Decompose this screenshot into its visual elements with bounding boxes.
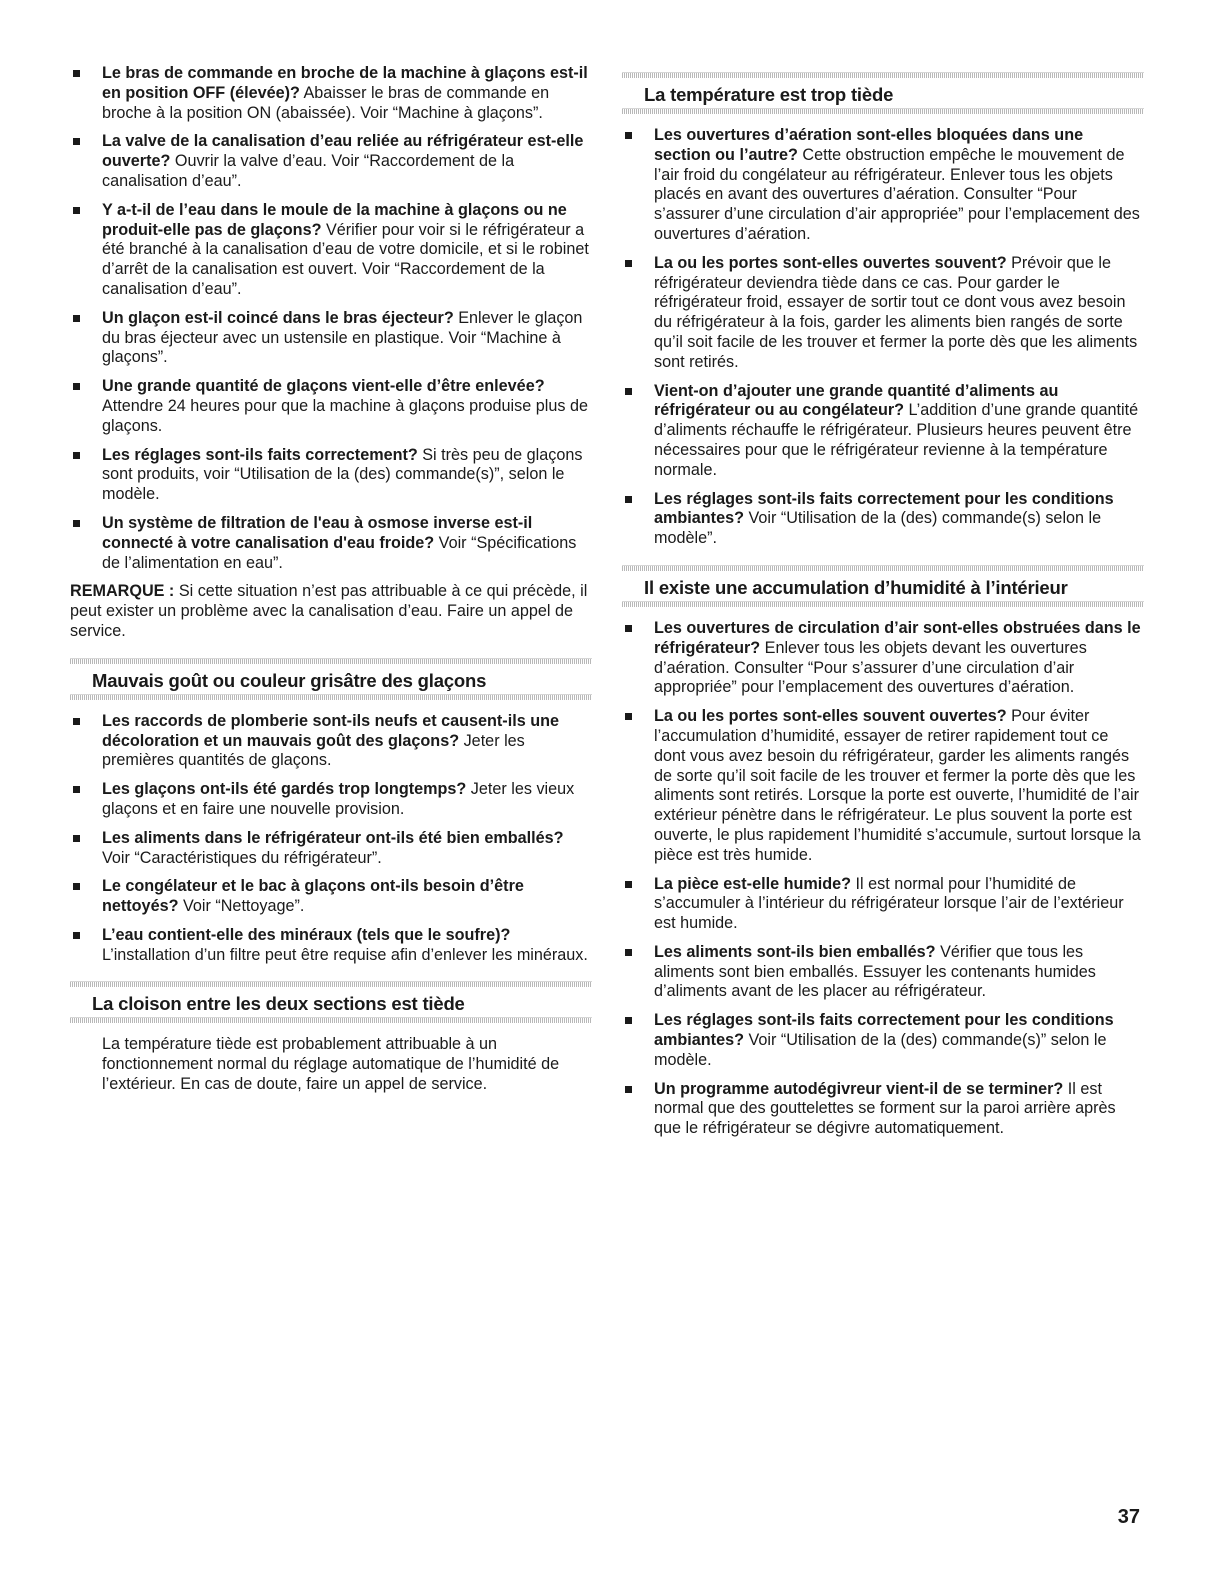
list-item: Y a-t-il de l’eau dans le moule de la machine à glaçons ou ne produit-elle pas de glaçons? Vérifier pour voir si le réfrigérateur a été branché à la canalisation d’eau de votre domicile, et si le robinet d’arrêt de la canalisation est ouvert. Voir “Raccordement de la canalisation d’eau”. (70, 201, 592, 300)
square-bullet-icon (625, 1086, 632, 1093)
square-bullet-icon (625, 949, 632, 956)
list-item: Les ouvertures d’aération sont-elles bloquées dans une section ou l’autre? Cette obstruction empêche le mouvement de l’air froid du congélateur au réfrigérateur. Enlever tous les objets placés en avant des ouvertures d’aération. Consulter “Pour s’assurer d’une circulation d’air appropriée” pour l’emplacement des ouvertures d’aération. (622, 126, 1144, 245)
list-item: La valve de la canalisation d’eau reliée au réfrigérateur est-elle ouverte? Ouvrir la valve d’eau. Voir “Raccordement de la canalisation d’eau”. (70, 132, 592, 191)
square-bullet-icon (73, 883, 80, 890)
section-title: Il existe une accumulation d’humidité à l’intérieur (644, 576, 1068, 598)
section-header (70, 658, 592, 700)
section-bad-taste (70, 658, 592, 966)
section-rule (622, 601, 1144, 607)
list-item: Les aliments sont-ils bien emballés? Vérifier que tous les aliments sont bien emballés. Essuyer les contenants humides d’aliments avant de les placer au réfrigérateur. (622, 943, 1144, 1002)
list-item: Un programme autodégivreur vient-il de se terminer? Il est normal que des gouttelettes se forment sur la paroi arrière après que le réfrigérateur se dégivre automatiquement. (622, 1080, 1144, 1139)
square-bullet-icon (73, 932, 80, 939)
list-item: L’eau contient-elle des minéraux (tels que le soufre)? L’installation d’un filtre peut être requise afin d’enlever les minéraux. (70, 926, 592, 966)
section-header (70, 981, 592, 1023)
section-partition-warm (70, 981, 592, 1094)
square-bullet-icon (73, 520, 80, 527)
section-rule (622, 108, 1144, 114)
list-item: Le bras de commande en broche de la machine à glaçons est-il en position OFF (élevée)? Abaisser le bras de commande en broche à la position ON (abaissée). Voir “Machine à glaçons”. (70, 64, 592, 123)
square-bullet-icon (73, 207, 80, 214)
section-rule (70, 1017, 592, 1023)
square-bullet-icon (73, 786, 80, 793)
list-item: La ou les portes sont-elles souvent ouvertes? Pour éviter l’accumulation d’humidité, essayer de retirer rapidement tout ce dont vous avez besoin du réfrigérateur, garder les aliments rangés de sorte qu’il soit facile de les trouver et fermer la porte dès que les aliments sont retirés. Lorsque la porte est ouverte, l’humidité de l’air extérieur pénètre dans le réfrigérateur. Le plus souvent la porte est ouverte, le plus rapidement l’humidité s’accumule, surtout lorsque la pièce est très humide. (622, 707, 1144, 865)
square-bullet-icon (625, 260, 632, 267)
list-item: Vient-on d’ajouter une grande quantité d’aliments au réfrigérateur ou au congélateur? L’addition d’une grande quantité d’aliments réchauffe le réfrigérateur. Plusieurs heures peuvent être nécessaires pour que le réfrigérateur revienne à la température normale. (622, 382, 1144, 481)
section-paragraph: La température tiède est probablement attribuable à un fonctionnement normal du réglage automatique de l’humidité de l’extérieur. En cas de doute, faire un appel de service. (102, 1035, 560, 1094)
humidity-checklist (622, 619, 1144, 1139)
square-bullet-icon (73, 315, 80, 322)
section-too-warm (622, 72, 1144, 549)
left-column (70, 64, 592, 1095)
section-title: La cloison entre les deux sections est tiède (92, 993, 465, 1015)
square-bullet-icon (625, 1017, 632, 1024)
list-item: Le congélateur et le bac à glaçons ont-ils besoin d’être nettoyés? Voir “Nettoyage”. (70, 877, 592, 917)
square-bullet-icon (73, 383, 80, 390)
list-item: Un glaçon est-il coincé dans le bras éjecteur? Enlever le glaçon du bras éjecteur avec un ustensile en plastique. Voir “Machine à glaçons”. (70, 309, 592, 368)
list-item: La ou les portes sont-elles ouvertes souvent? Prévoir que le réfrigérateur deviendra tiède dans ce cas. Pour garder le réfrigérateur froid, essayer de sortir tout ce dont vous avez besoin du réfrigérateur à la fois, garder les aliments bien rangés de sorte qu’il soit facile de les trouver et fermer la porte dès que les aliments sont retirés. (622, 254, 1144, 373)
square-bullet-icon (625, 496, 632, 503)
square-bullet-icon (625, 625, 632, 632)
section-rule (70, 694, 592, 700)
list-item: Un système de filtration de l'eau à osmose inverse est-il connecté à votre canalisation d'eau froide? Voir “Spécifications de l’alimentation en eau”. (70, 514, 592, 573)
list-item: Les ouvertures de circulation d’air sont-elles obstruées dans le réfrigérateur? Enlever tous les objets devant les ouvertures d’aération. Consulter “Pour s’assurer d’une circulation d’air appropriée” pour l’emplacement des ouvertures d’aération. (622, 619, 1144, 698)
list-item: Les glaçons ont-ils été gardés trop longtemps? Jeter les vieux glaçons et en faire une nouvelle provision. (70, 780, 592, 820)
square-bullet-icon (73, 835, 80, 842)
list-item: Les aliments dans le réfrigérateur ont-ils été bien emballés? Voir “Caractéristiques du réfrigérateur”. (70, 829, 592, 869)
list-item: Les raccords de plomberie sont-ils neufs et causent-ils une décoloration et un mauvais goût des glaçons? Jeter les premières quantités de glaçons. (70, 712, 592, 771)
section-humidity (622, 565, 1144, 1139)
list-item: Les réglages sont-ils faits correctement pour les conditions ambiantes? Voir “Utilisation de la (des) commande(s)” selon le modèle. (622, 1011, 1144, 1070)
remark-note: REMARQUE : Si cette situation n’est pas attribuable à ce qui précède, il peut exister un problème avec la canalisation d’eau. Faire un appel de service. (70, 582, 588, 640)
square-bullet-icon (73, 718, 80, 725)
too-warm-checklist (622, 126, 1144, 549)
ice-maker-checklist (70, 64, 592, 573)
section-title: La température est trop tiède (644, 84, 894, 105)
bad-taste-checklist (70, 712, 592, 966)
square-bullet-icon (625, 881, 632, 888)
square-bullet-icon (73, 70, 80, 77)
list-item: La pièce est-elle humide? Il est normal pour l’humidité de s’accumuler à l’intérieur du réfrigérateur lorsque l’air de l’extérieur est humide. (622, 875, 1144, 934)
section-header (622, 72, 1144, 114)
page-number: 37 (1117, 1506, 1140, 1528)
square-bullet-icon (625, 713, 632, 720)
square-bullet-icon (73, 138, 80, 145)
list-item: Les réglages sont-ils faits correctement? Si très peu de glaçons sont produits, voir “Utilisation de la (des) commande(s)”, selon le modèle. (70, 446, 592, 505)
section-title: Mauvais goût ou couleur grisâtre des glaçons (92, 669, 487, 691)
right-column (622, 72, 1144, 1148)
square-bullet-icon (73, 452, 80, 459)
square-bullet-icon (625, 132, 632, 139)
section-header (622, 565, 1144, 607)
square-bullet-icon (625, 388, 632, 395)
list-item: Une grande quantité de glaçons vient-elle d’être enlevée? Attendre 24 heures pour que la machine à glaçons produise plus de glaçons. (70, 377, 592, 436)
list-item: Les réglages sont-ils faits correctement pour les conditions ambiantes? Voir “Utilisation de la (des) commande(s) selon le modèle”. (622, 490, 1144, 549)
